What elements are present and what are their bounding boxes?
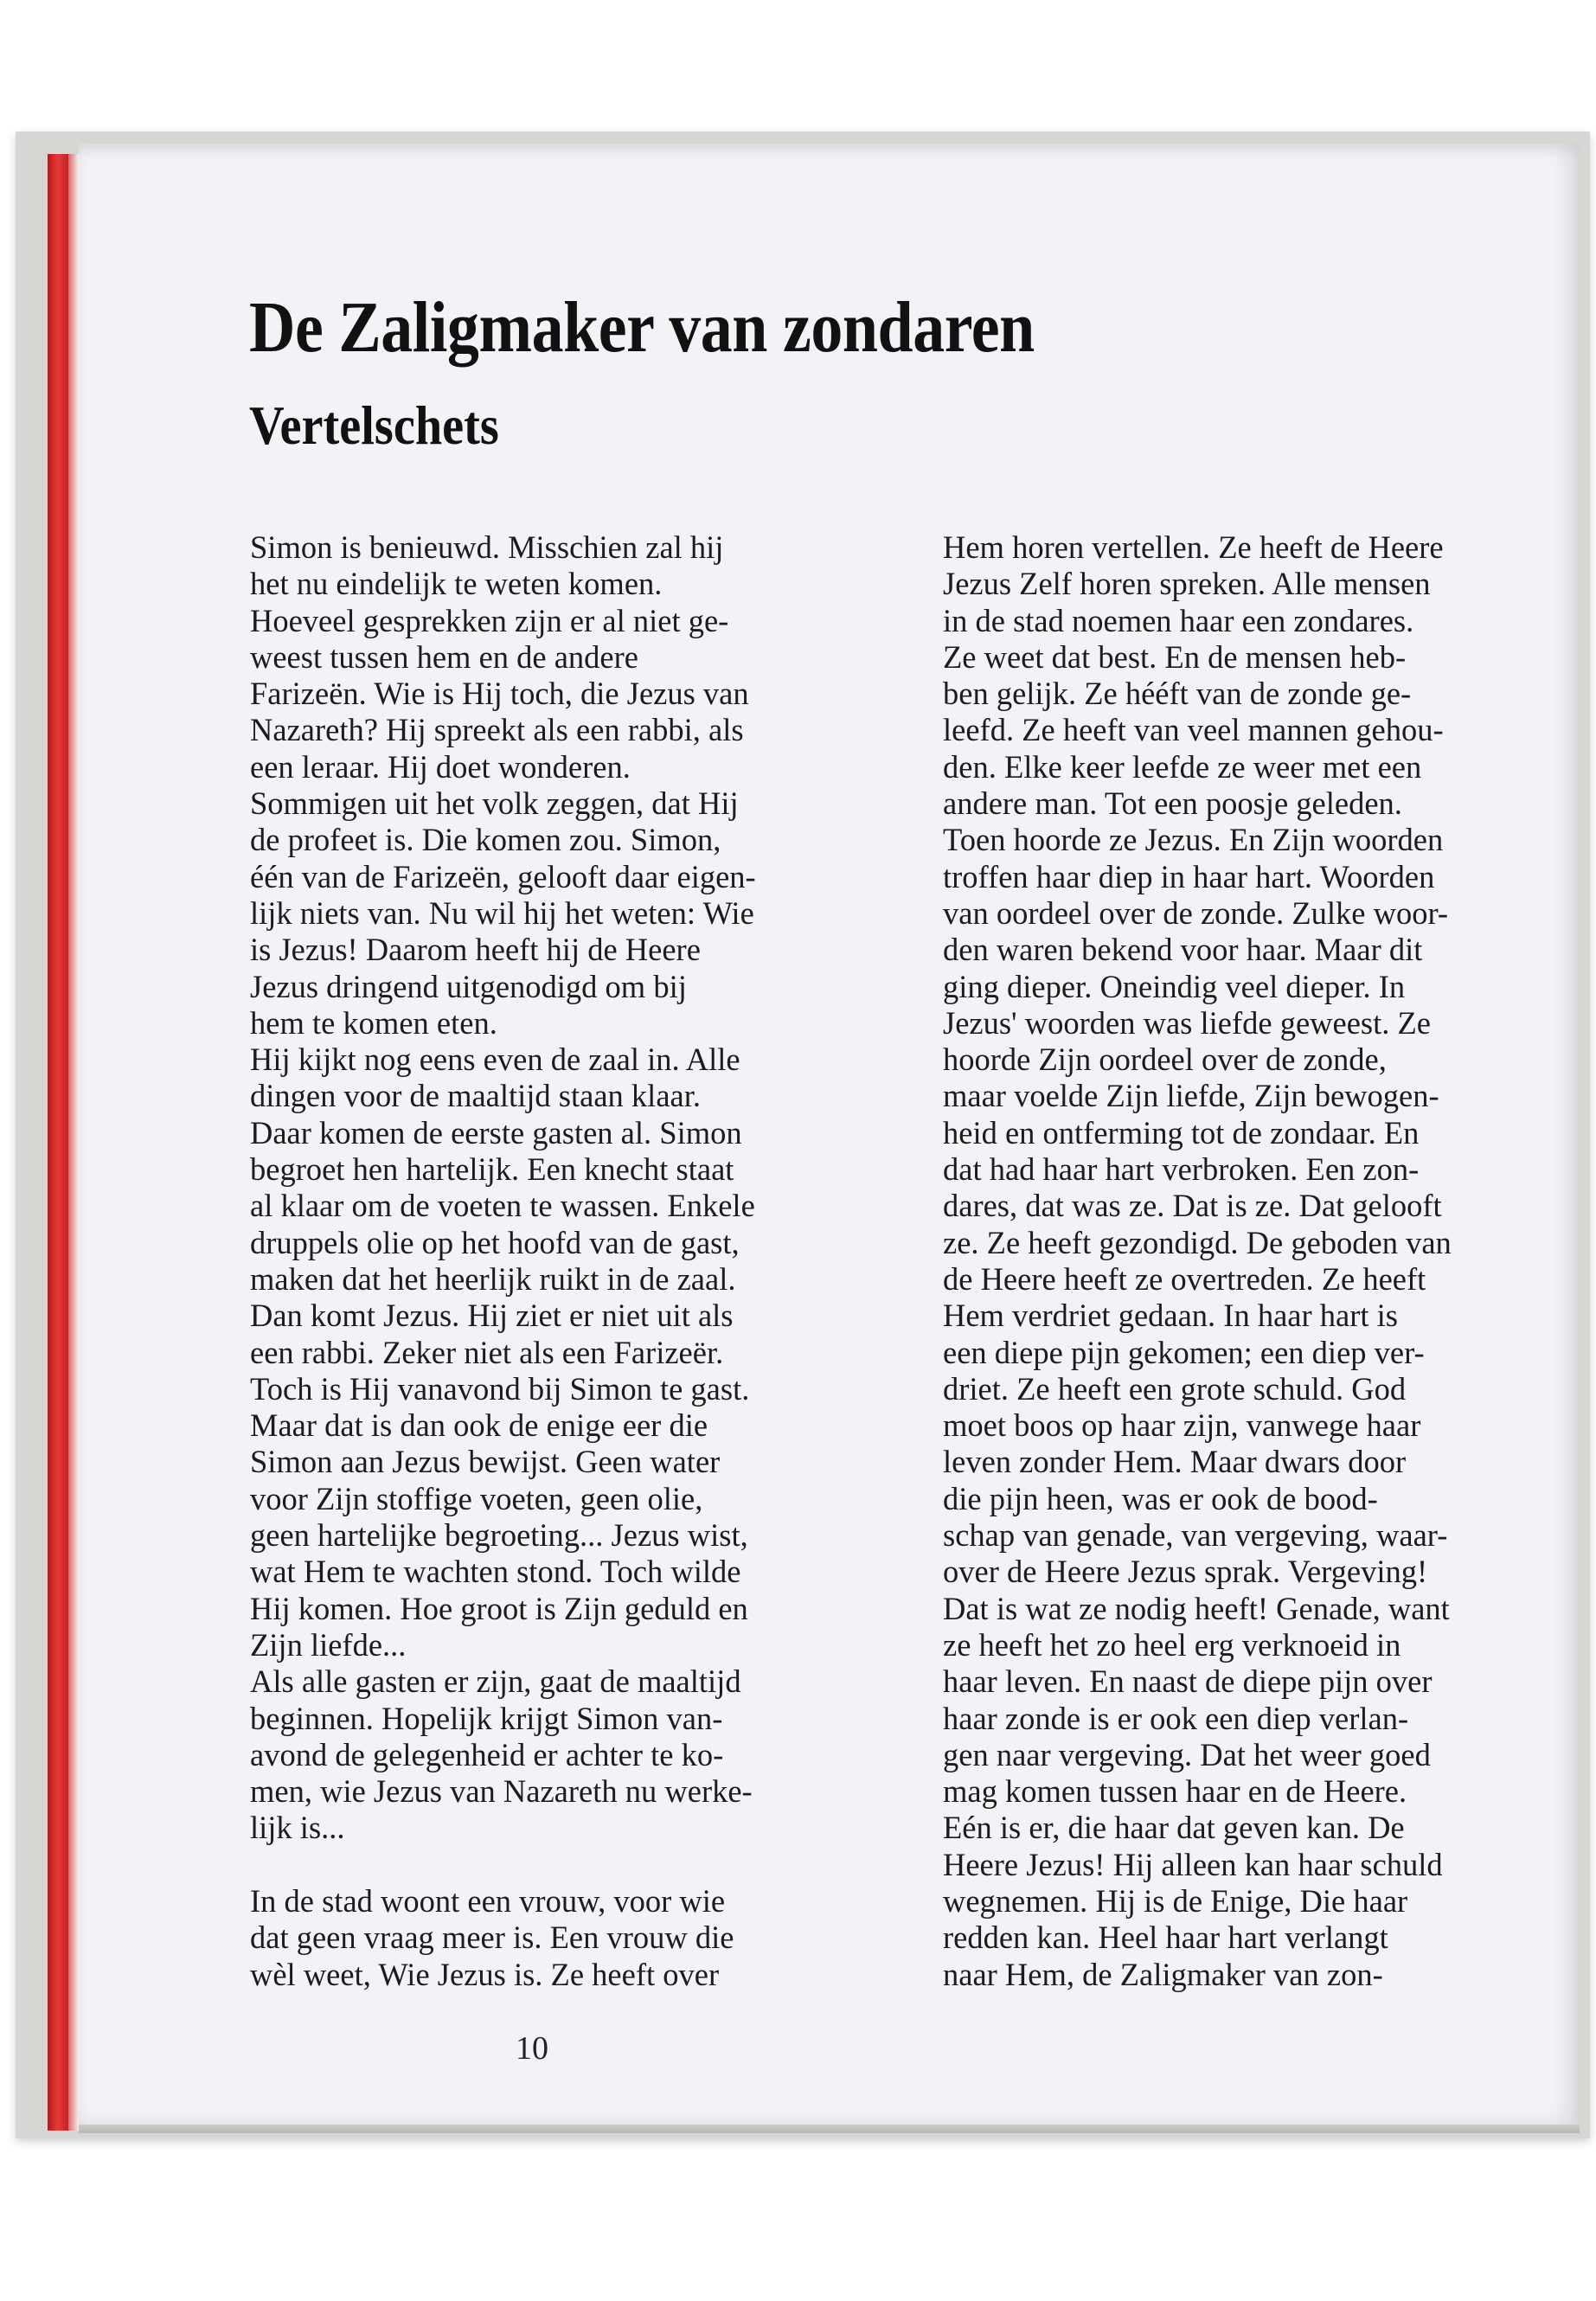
text-line: mag komen tussen haar en de Heere. — [943, 1773, 1407, 1810]
text-line: ging dieper. Oneindig veel dieper. In — [943, 968, 1406, 1004]
text-line: dingen voor de maaltijd staan klaar. — [250, 1078, 701, 1114]
text-line: Farizeën. Wie is Hij toch, die Jezus van — [250, 676, 749, 712]
text-line: begroet hen hartelijk. Een knecht staat — [250, 1151, 734, 1188]
text-line: Als alle gasten er zijn, gaat de maaltijd — [250, 1663, 741, 1700]
text-line: Zijn liefde... — [250, 1626, 407, 1663]
text-line: wat Hem te wachten stond. Toch wilde — [250, 1554, 741, 1590]
text-line: de profeet is. Die komen zou. Simon, — [250, 822, 721, 858]
text-line: hoorde Zijn oordeel over de zonde, — [943, 1042, 1387, 1078]
text-line: Nazareth? Hij spreekt als een rabbi, als — [250, 712, 744, 748]
text-line: beginnen. Hopelijk krijgt Simon van- — [250, 1700, 723, 1736]
text-line: Eén is er, die haar dat geven kan. De — [943, 1810, 1405, 1846]
text-line: Hij kijkt nog eens even de zaal in. Alle — [250, 1042, 740, 1078]
text-line: troffen haar diep in haar hart. Woorden — [943, 858, 1435, 894]
text-line: Daar komen de eerste gasten al. Simon — [250, 1114, 742, 1150]
text-line: ben gelijk. Ze hééft van de zonde ge- — [943, 676, 1412, 712]
text-line: naar Hem, de Zaligmaker van zon- — [943, 1956, 1383, 1992]
text-line: Hij komen. Hoe groot is Zijn geduld en — [250, 1590, 748, 1626]
text-line: Hem verdriet gedaan. In haar hart is — [943, 1298, 1398, 1334]
text-line: haar leven. En naast de diepe pijn over — [943, 1663, 1433, 1700]
text-line: andere man. Tot een poosje geleden. — [943, 785, 1402, 822]
text-line: een diepe pijn gekomen; een diep ver- — [943, 1334, 1425, 1370]
text-line: Toch is Hij vanavond bij Simon te gast. — [250, 1370, 750, 1407]
text-line: is Jezus! Daarom heeft hij de Heere — [250, 932, 701, 968]
text-line: Hem horen vertellen. Ze heeft de Heere — [943, 529, 1444, 565]
text-line: dat had haar hart verbroken. Een zon- — [943, 1151, 1420, 1188]
text-line: Jezus' woorden was liefde geweest. Ze — [943, 1004, 1432, 1041]
text-line: in de stad noemen haar een zondares. — [943, 602, 1414, 638]
text-line: schap van genade, van vergeving, waar- — [943, 1517, 1448, 1554]
text-line: een rabbi. Zeker niet als een Farizeër. — [250, 1334, 724, 1370]
text-line: Toen hoorde ze Jezus. En Zijn woorden — [943, 822, 1444, 858]
text-line: die pijn heen, was er ook de bood- — [943, 1480, 1378, 1516]
text-line: lijk niets van. Nu wil hij het weten: Wie — [250, 894, 754, 931]
text-line: Simon is benieuwd. Misschien zal hij — [250, 529, 724, 565]
text-line: ze heeft het zo heel erg verknoeid in — [943, 1626, 1401, 1663]
text-line: In de stad woont een vrouw, voor wie — [250, 1882, 726, 1919]
right-text-column — [943, 529, 1452, 1993]
text-line: druppels olie op het hoofd van de gast, — [250, 1224, 740, 1260]
text-line: ze. Ze heeft gezondigd. De geboden van — [943, 1224, 1452, 1260]
text-line: den waren bekend voor haar. Maar dit — [943, 932, 1423, 968]
text-line: Hoeveel gesprekken zijn er al niet ge- — [250, 602, 729, 638]
text-line: dat geen vraag meer is. Een vrouw die — [250, 1920, 734, 1956]
text-line: wegnemen. Hij is de Enige, Die haar — [943, 1882, 1408, 1919]
text-line: Jezus dringend uitgenodigd om bij — [250, 968, 687, 1004]
page-bottom-edge — [79, 2125, 1580, 2133]
text-line: leefd. Ze heeft van veel mannen gehou- — [943, 712, 1444, 748]
text-line: Maar dat is dan ook de enige eer die — [250, 1407, 708, 1444]
book-spine-inner-edge — [68, 154, 79, 2131]
text-line: maken dat het heerlijk ruikt in de zaal. — [250, 1260, 736, 1297]
text-line — [250, 1847, 756, 1883]
text-line: avond de gelegenheid er achter te ko- — [250, 1736, 724, 1772]
text-line: leven zonder Hem. Maar dwars door — [943, 1444, 1407, 1480]
text-line: Dat is wat ze nodig heeft! Genade, want — [943, 1590, 1450, 1626]
text-line: gen naar vergeving. Dat het weer goed — [943, 1736, 1431, 1772]
text-line: voor Zijn stoffige voeten, geen olie, — [250, 1480, 703, 1516]
text-line: Simon aan Jezus bewijst. Geen water — [250, 1444, 721, 1480]
text-line: Jezus Zelf horen spreken. Alle mensen — [943, 566, 1431, 602]
text-line: hem te komen eten. — [250, 1004, 497, 1041]
page-subtitle: Vertelschets — [249, 394, 499, 456]
book-spine-red-edge — [48, 154, 68, 2131]
text-line: haar zonde is er ook een diep verlan- — [943, 1700, 1409, 1736]
text-line: een leraar. Hij doet wonderen. — [250, 748, 631, 785]
text-line: maar voelde Zijn liefde, Zijn bewogen- — [943, 1078, 1439, 1114]
text-line: driet. Ze heeft een grote schuld. God — [943, 1370, 1407, 1407]
text-line: den. Elke keer leefde ze weer met een — [943, 748, 1422, 785]
text-line: over de Heere Jezus sprak. Vergeving! — [943, 1554, 1428, 1590]
text-line: Ze weet dat best. En de mensen heb- — [943, 638, 1407, 675]
page-number: 10 — [516, 2030, 548, 2067]
text-line: weest tussen hem en de andere — [250, 638, 638, 675]
text-line: één van de Farizeën, gelooft daar eigen- — [250, 858, 756, 894]
text-line: men, wie Jezus van Nazareth nu werke- — [250, 1773, 753, 1810]
left-text-column — [250, 529, 756, 1993]
text-line: geen hartelijke begroeting... Jezus wist, — [250, 1517, 748, 1554]
text-line: de Heere heeft ze overtreden. Ze heeft — [943, 1260, 1426, 1297]
text-line: moet boos op haar zijn, vanwege haar — [943, 1407, 1421, 1444]
text-line: al klaar om de voeten te wassen. Enkele — [250, 1188, 755, 1224]
text-line: van oordeel over de zonde. Zulke woor- — [943, 894, 1449, 931]
text-line: dares, dat was ze. Dat is ze. Dat gelooft — [943, 1188, 1442, 1224]
text-line: lijk is... — [250, 1810, 345, 1846]
text-line: Dan komt Jezus. Hij ziet er niet uit als — [250, 1298, 734, 1334]
text-line: wèl weet, Wie Jezus is. Ze heeft over — [250, 1956, 720, 1992]
text-line: het nu eindelijk te weten komen. — [250, 566, 663, 602]
text-line: redden kan. Heel haar hart verlangt — [943, 1920, 1388, 1956]
text-line: Heere Jezus! Hij alleen kan haar schuld — [943, 1846, 1443, 1882]
text-line: heid en ontferming tot de zondaar. En — [943, 1114, 1420, 1150]
text-line: Sommigen uit het volk zeggen, dat Hij — [250, 785, 739, 822]
page-title: De Zaligmaker van zondaren — [249, 287, 1035, 368]
